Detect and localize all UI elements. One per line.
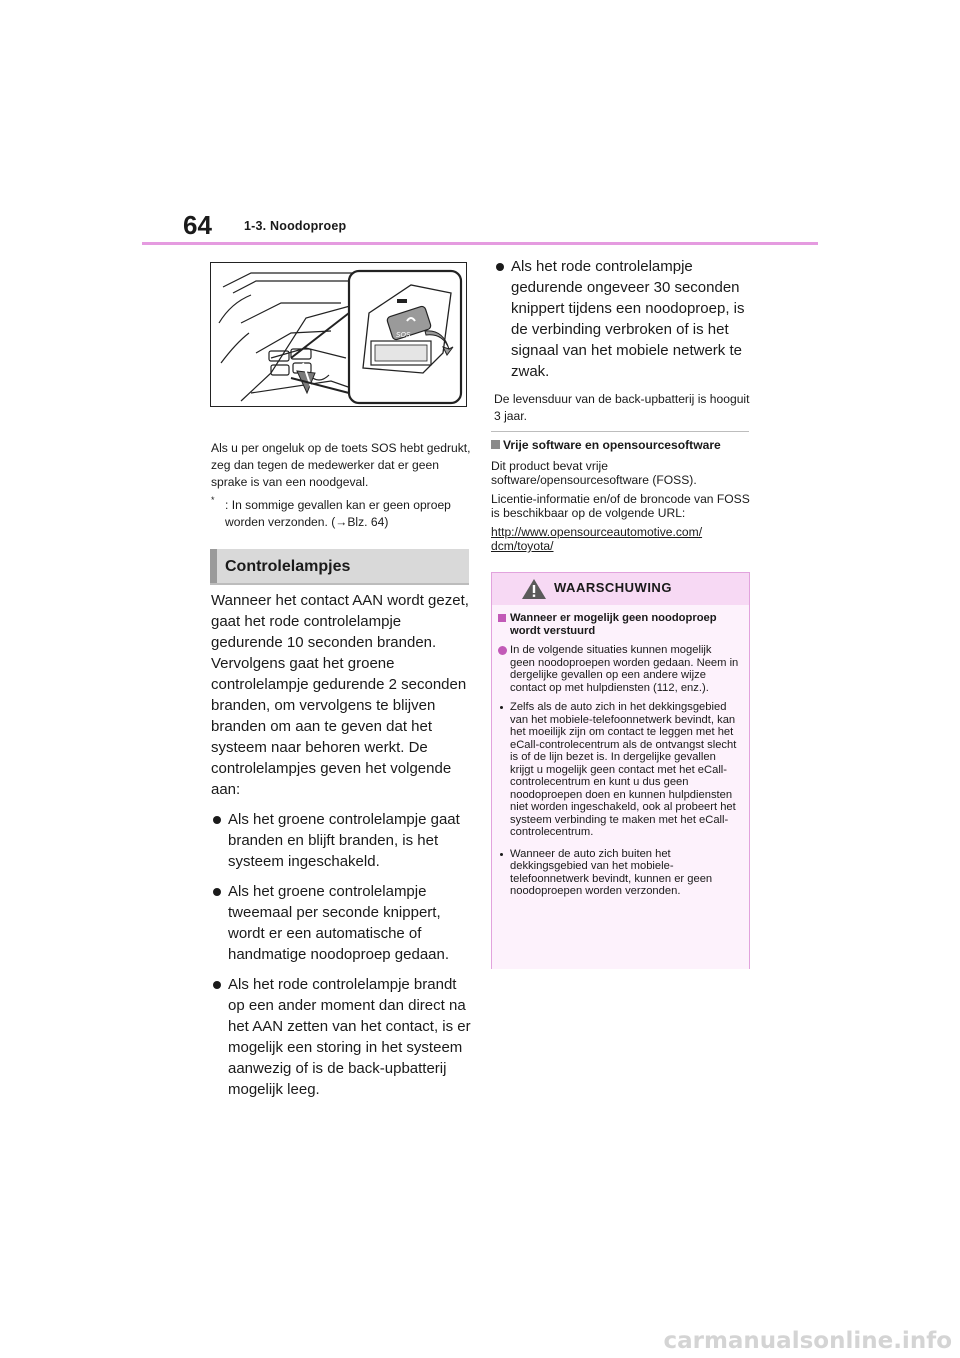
- controls-heading-title: Controlelampjes: [225, 558, 351, 575]
- list-item-text: Als het rode controlelampje brandt op een ander moment dan direct na het AAN zetten van het contact, is er mogelijk een storing in het systeem aanwezig of is de back-upbatterij mogelijk leeg.: [228, 976, 471, 1098]
- sos-button-illustration: [210, 262, 467, 407]
- divider: [491, 431, 749, 432]
- bullet-icon: [498, 646, 507, 655]
- list-item-text: Als het rode controlelampje gedurende ongeveer 30 seconden knippert tijdens een noodoproep, is de verbinding verbroken of is het signaal van het mobiele netwerk te zwak.: [511, 258, 745, 380]
- header-rule: [142, 242, 818, 245]
- list-item-text: Als het groene controlelampje gaat branden en blijft branden, is het systeem ingeschakeld.: [228, 811, 460, 870]
- square-bullet-icon: [498, 614, 506, 622]
- warning-header: [492, 573, 749, 605]
- small-bullet-icon: [500, 853, 503, 856]
- overhead-console-drawing: [211, 263, 466, 406]
- list-item: [498, 701, 739, 839]
- list-item-text: Wanneer de auto zich buiten het dekkingsgebied van het mobiele-telefoonnetwerk bevindt, kunnen er geen noodoproepen worden verzonden.: [510, 847, 713, 897]
- warning-subheading: [498, 612, 739, 637]
- bullet-icon: [496, 263, 504, 271]
- bullet-icon: [213, 981, 221, 989]
- foss-text-2: Licentie-informatie en/of de broncode van FOSS is beschikbaar op de volgende URL:: [491, 492, 750, 520]
- warning-box: [491, 572, 750, 969]
- list-item: [494, 256, 756, 382]
- footnote-mark: *: [211, 495, 215, 505]
- foss-url[interactable]: [491, 525, 755, 553]
- warning-body: [492, 605, 749, 969]
- figure-caption: Als u per ongeluk op de toets SOS hebt gedrukt, zeg dan tegen de medewerker dat er geen sprake is van een noodgeval.: [211, 441, 471, 489]
- bullet-icon: [213, 888, 221, 896]
- controls-heading: [210, 549, 469, 585]
- list-item: [211, 974, 473, 1100]
- list-item: [211, 809, 473, 872]
- warning-title: WAARSCHUWING: [554, 580, 672, 595]
- warning-subheading-text: Wanneer er mogelijk geen noodoproep wordt verstuurd: [510, 612, 717, 637]
- list-item-text: Zelfs als de auto zich in het dekkingsgebied van het mobiele-telefoonnetwerk bevindt, kan het moeilijk zijn om contact te leggen met het eCall-controlecentrum als de ontvangst slecht is of de lijn bezet is. In dergelijke gevallen krijgt u mogelijk geen contact met het eCall-controlecentrum en kunt u dus geen noodoproepen doen en kunnen hulpdiensten niet worden ingeschakeld, ook al probeert het systeem verbinding te maken met het eCall-controlecentrum.: [510, 701, 737, 838]
- list-item: [498, 848, 739, 898]
- right-column: [494, 256, 756, 425]
- foss-url-line-1[interactable]: http://www.opensourceautomotive.com/: [491, 525, 703, 539]
- warning-triangle-icon: [521, 578, 547, 600]
- page-number: 64: [183, 210, 212, 240]
- footnote-text: : In sommige gevallen kan er geen oproep worden verzonden. (→Blz. 64): [225, 498, 451, 529]
- section-title: 1-3. Noodoproep: [244, 219, 347, 233]
- controls-section: [211, 590, 473, 1109]
- foss-section: [491, 459, 755, 558]
- list-item-text: Als het groene controlelampje tweemaal per seconde knippert, wordt er een automatische of handmatige noodoproep gedaan.: [228, 883, 450, 963]
- foss-heading-text: Vrije software en opensourcesoftware: [503, 438, 721, 452]
- list-item: [211, 881, 473, 965]
- footnote: [211, 497, 473, 531]
- battery-note: De levensduur van de back-upbatterij is hooguit 3 jaar.: [494, 392, 750, 423]
- bullet-icon: [213, 816, 221, 824]
- controls-intro: Wanneer het contact AAN wordt gezet, gaat het rode controlelampje gedurende 10 seconden branden. Vervolgens gaat het groene controlelampje gedurende 2 seconden branden, om vervolgens te blijven branden om aan te geven dat het systeem naar behoren werkt. De controlelampjes geven het volgende aan:: [211, 592, 469, 798]
- warning-main-text: In de volgende situaties kunnen mogelijk geen noodoproepen worden gedaan. Neem in dergelijke gevallen op een andere wijze contact op met hulpdiensten (112, enz.).: [510, 644, 739, 694]
- foss-heading: [491, 438, 755, 452]
- small-bullet-icon: [500, 706, 503, 709]
- warning-main-point: [498, 644, 739, 694]
- foss-text-1: Dit product bevat vrije software/opensourcesoftware (FOSS).: [491, 459, 697, 487]
- sos-label: SOS: [396, 331, 411, 339]
- square-bullet-icon: [491, 440, 500, 449]
- watermark: carmanualsonline.info: [663, 1328, 952, 1354]
- foss-url-line-2[interactable]: dcm/toyota/: [491, 539, 554, 553]
- heading-bar: [210, 549, 217, 583]
